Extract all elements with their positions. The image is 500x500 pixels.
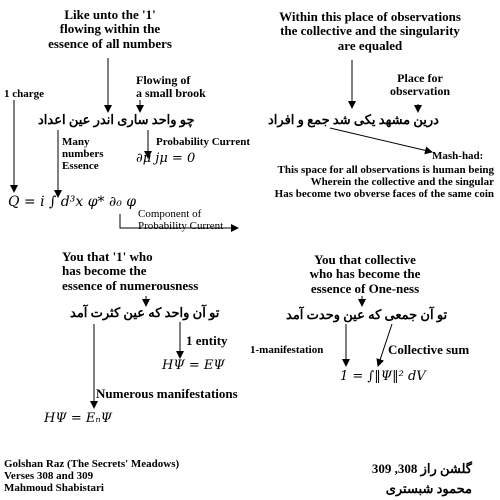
br-persian-verse: تو آن جمعی که عین وحدت آمد [286, 307, 448, 322]
one-entity-label: 1 entity [186, 333, 228, 348]
footer-persian-title: گلشن راز 308, 309 [371, 461, 472, 476]
numerous-label: Numerous manifestations [96, 386, 238, 401]
br-caption-line-3: essence of One-ness [310, 280, 420, 296]
footer-line-1: Golshan Raz (The Secrets' Meadows) [4, 458, 180, 470]
tr-persian-verse: درین مشهد یکی شد جمع و افراد [268, 112, 439, 127]
place-line-1: Place for [397, 71, 443, 85]
br-caption-line-2: who has become the [309, 266, 421, 282]
component-label [138, 208, 223, 232]
flowing-line-2: a small brook [136, 86, 206, 101]
br-caption-line-1: You that collective [314, 252, 416, 267]
footer-line-2: Verses 308 and 309 [4, 470, 94, 483]
explanation-line-1: This space for all observations is human being [277, 164, 494, 176]
many-numbers-line-2: numbers [62, 148, 104, 161]
bl-caption [62, 250, 198, 293]
tr-caption-line-3: are equaled [337, 37, 403, 53]
continuity-equation: ∂μ jμ = 0 [136, 151, 196, 166]
many-numbers-line-1: Many [62, 136, 90, 148]
tl-persian-verse: چو واحد ساری اندر عین اعداد [38, 112, 195, 127]
tr-caption-line-2: the collective and the singularity [280, 23, 460, 39]
explanation-line-2: Wherein the collective and the singular [310, 176, 494, 189]
norm-equation: 1 = ∫‖Ψ‖² dV [340, 369, 426, 384]
tl-caption [30, 8, 190, 51]
mashhad-label: Mash-had: [432, 150, 484, 162]
eq-single-state: HΨ = EΨ [162, 358, 225, 373]
many-numbers-label [62, 136, 104, 172]
component-line-1: Component of [138, 208, 202, 220]
flowing-line-1: Flowing of [136, 73, 191, 87]
tl-caption-line-1: Like unto the '1' [64, 7, 156, 22]
component-line-2: Probability Current [138, 220, 224, 233]
one-manifestation-label: 1-manifestation [250, 344, 324, 356]
place-line-2: observation [390, 84, 450, 99]
probability-current-label: Probability Current [156, 136, 251, 148]
flowing-brook-label [136, 74, 206, 100]
bl-persian-verse: تو آن واحد که عین کثرت آمد [70, 305, 220, 320]
tr-caption-line-1: Within this place of observations [279, 9, 461, 24]
bl-caption-line-1: You that '1' who [62, 249, 153, 264]
tl-caption-line-2: flowing within the [59, 21, 161, 37]
explanation-line-3: Has become two obverse faces of the same coin [274, 188, 494, 201]
br-caption [290, 253, 440, 296]
one-charge-label: 1 charge [4, 88, 45, 100]
mashhad-explanation [275, 164, 494, 200]
collective-sum-label: Collective sum [388, 342, 470, 357]
many-numbers-line-3: Essence [62, 160, 99, 173]
eq-many-states: HΨ = EₙΨ [44, 411, 113, 426]
place-label [378, 72, 462, 98]
footer-english [4, 458, 179, 494]
tr-caption [262, 10, 478, 53]
bl-caption-line-3: essence of numerousness [62, 277, 199, 293]
arrow-verse-to-mashhad [330, 128, 432, 152]
footer-persian-author: محمود شبستری [385, 481, 472, 496]
tl-caption-line-3: essence of all numbers [48, 35, 172, 51]
bl-caption-line-2: has become the [62, 263, 147, 279]
charge-equation: Q = i ∫ d³x φ* ∂₀ φ [8, 194, 137, 210]
footer-line-3: Mahmoud Shabistari [4, 482, 104, 495]
